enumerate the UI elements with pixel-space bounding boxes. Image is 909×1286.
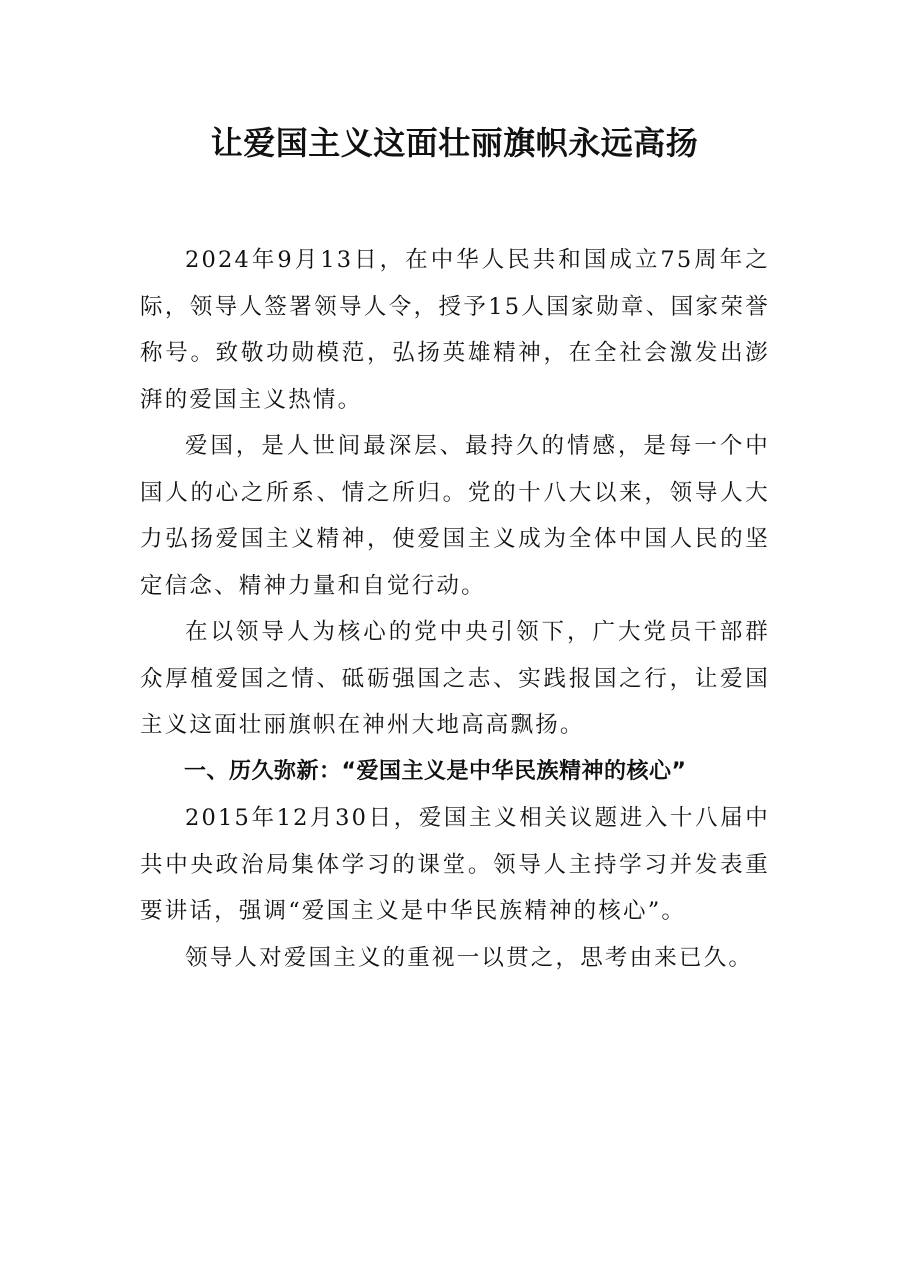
document-body bbox=[140, 237, 770, 981]
paragraph: 在以领导人为核心的党中央引领下，广大党员干部群众厚植爱国之情、砥砺强国之志、实践报国之行，让爱国主义这面壮丽旗帜在神州大地高高飘扬。 bbox=[140, 619, 770, 738]
paragraph: 2024年9月13日，在中华人民共和国成立75周年之际，领导人签署领导人令，授予15人国家勋章、国家荣誉称号。致敬功勋模范，弘扬英雄精神，在全社会激发出澎湃的爱国主义热情。 bbox=[140, 247, 770, 413]
paragraph: 领导人对爱国主义的重视一以贯之，思考由来已久。 bbox=[185, 944, 754, 971]
section-heading: 一、历久弥新：“爱国主义是中华民族精神的核心” bbox=[184, 758, 687, 784]
document-title: 让爱国主义这面壮丽旗帜永远高扬 bbox=[210, 124, 699, 162]
paragraph: 2015年12月30日，爱国主义相关议题进入十八届中共中央政治局集体学习的课堂。领导人主持学习并发表重要讲话，强调“爱国主义是中华民族精神的核心”。 bbox=[140, 805, 770, 924]
paragraph: 爱国，是人世间最深层、最持久的情感，是每一个中国人的心之所系、情之所归。党的十八大以来，领导人大力弘扬爱国主义精神，使爱国主义成为全体中国人民的坚定信念、精神力量和自觉行动。 bbox=[140, 433, 770, 599]
